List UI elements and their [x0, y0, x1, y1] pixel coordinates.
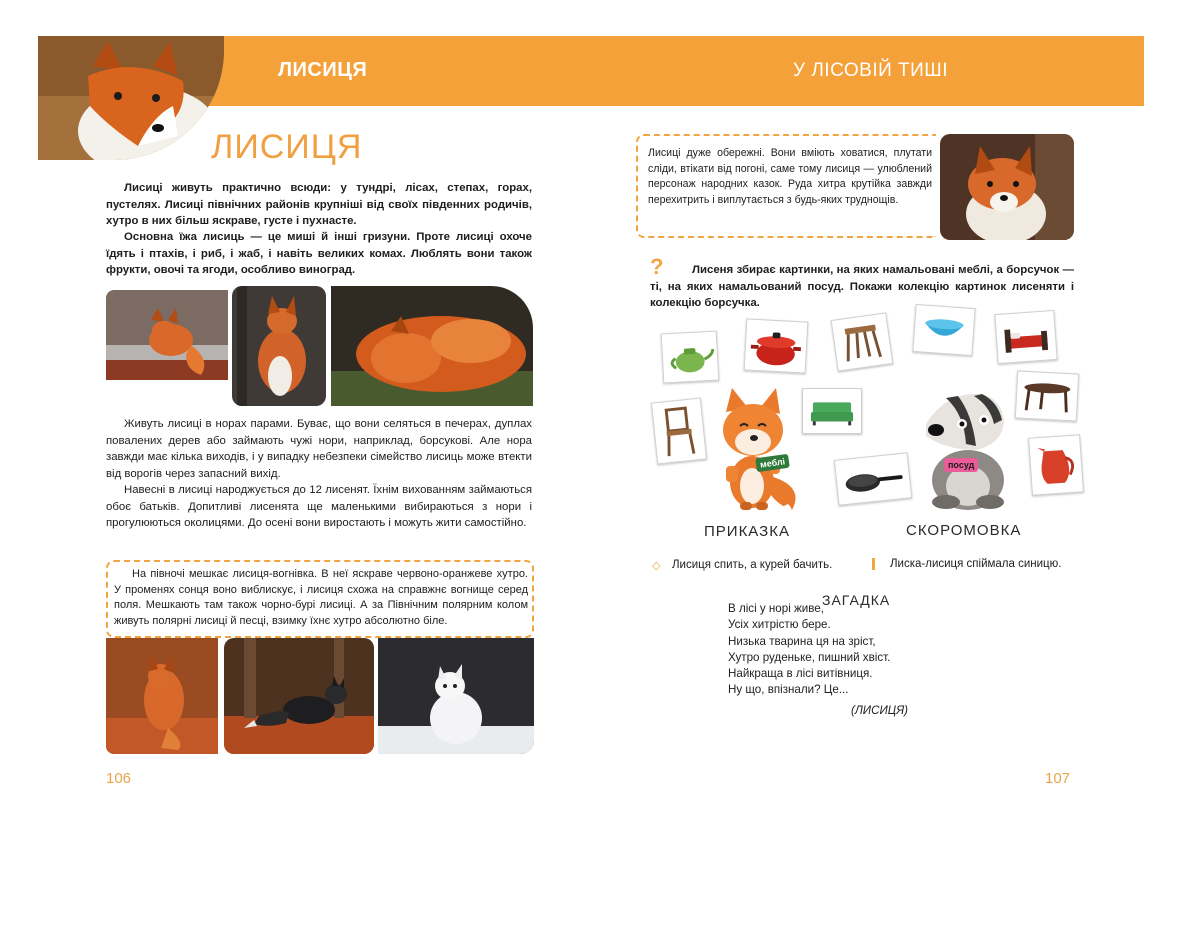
- blue-bowl-card[interactable]: [912, 304, 975, 356]
- body-paragraph-2: Навесні в лисиці народжується до 12 лисенят. Їхнім вихованням займаються обоє батьків. Допитливі лисенята ще маленькими вибираються з нори і прогулюються околицями. До осені вони виростають і можуть жити самостійно.: [106, 484, 532, 529]
- red-bed-icon: [995, 311, 1056, 363]
- fox-on-snow-photo: [106, 290, 228, 380]
- teapot-card[interactable]: [661, 331, 720, 384]
- intro-paragraph-1: Лисиці живуть практично всюди: у тундрі, лісах, степах, горах, пустелях. Лисиці північних районів крупніші від своїх південних родичів, хутро в них більш яскраве, густе і пухнасте.: [106, 182, 532, 227]
- riddle-line: Усіх хитрістю бере.: [728, 618, 831, 632]
- blue-bowl-icon: [913, 305, 974, 355]
- stool-icon: [832, 313, 892, 370]
- red-pot-icon: [745, 319, 808, 372]
- header-band: [178, 36, 1144, 106]
- arctic-fox-photo: [378, 638, 534, 754]
- riddle-title: ЗАГАДКА: [822, 592, 891, 608]
- left-page-number: 106: [106, 770, 132, 787]
- silver-fox-photo: [224, 638, 374, 754]
- intro-paragraph-2: Основна їжа лисиць — це миші й інші гризуни. Проте лисиці охоче їдять і птахів, і риб, і жаб, і навіть великих комах. Люблять вони також фрукти, овочі та ягоди, особливо виноград.: [106, 231, 532, 276]
- chair-icon: [652, 399, 706, 464]
- cartoon-fox: [710, 386, 802, 514]
- frying-pan-icon: [835, 453, 911, 504]
- riddle-poem: [728, 601, 890, 699]
- chair-card[interactable]: [651, 398, 707, 465]
- riddle-line: Ну що, впізнали? Це...: [728, 683, 849, 697]
- teapot-icon: [662, 332, 718, 383]
- fox-portrait-photo: [38, 36, 224, 160]
- tongue-twister-title: СКОРОМОВКА: [906, 522, 1022, 539]
- page-title: ЛИСИЦЯ: [211, 128, 363, 166]
- red-jug-icon: [1029, 435, 1083, 494]
- fox-closeup-photo: [940, 134, 1074, 240]
- badger-dishes-tag: посуд: [944, 458, 978, 472]
- fox-caution-text: Лисиці дуже обережні. Вони вміють ховатися, плутати сліди, втікати від погоні, саме тому лисиця — улюблений персонаж народних казок. Руда хитра крутійка завжди перехитрить і виплутається з будь-яких труднощів.: [648, 147, 932, 206]
- tongue-twister-text: Лиска-лисиця спіймала синицю.: [890, 558, 1062, 570]
- red-pot-card[interactable]: [744, 318, 809, 373]
- tongue-twister-bar-icon: [872, 558, 875, 570]
- green-sofa-card[interactable]: [802, 388, 862, 434]
- riddle-line: Низька тварина ця на зріст,: [728, 634, 876, 648]
- body-paragraph-1: Живуть лисиці в норах парами. Буває, що вони селяться в печерах, дуплах повалених дерев або займають чужі нори, наприклад, борсукові. Але нора завжди має кілька виходів, і у випадку небезпеки сімейство лисиць може втекти від ворогів через запасний вихід.: [106, 418, 532, 480]
- header-right-title: У ЛІСОВІЙ ТИШІ: [792, 60, 948, 81]
- fox-sitting-photo: [232, 286, 326, 406]
- proverb-title: ПРИКАЗКА: [704, 523, 790, 540]
- task-question-mark: ?: [650, 254, 664, 279]
- green-sofa-icon: [803, 389, 861, 433]
- sleeping-fox-photo: [331, 286, 533, 406]
- red-bed-card[interactable]: [994, 310, 1057, 364]
- fox-furniture-tag: меблі: [755, 454, 790, 472]
- arctic-fox-info-text: На півночі мешкає лисиця-вогнівка. В неї яскраве червоно-оранжеве хутро. У променях сонця воно виблискує, і лисиця схожа на справжнє вогнище серед поля. Мешкають там також чорно-бурі лисиці. А за Північним полярним колом живуть полярні лисиці й песці, взимку їхнє хутро абсолютно біле.: [114, 568, 528, 627]
- red-fox-photo: [106, 638, 218, 754]
- red-jug-card[interactable]: [1028, 434, 1084, 495]
- riddle-line: В лісі у норі живе,: [728, 602, 824, 615]
- cartoon-badger: [906, 384, 1026, 512]
- riddle-line: Найкраща в лісі витівниця.: [728, 667, 873, 681]
- book-spread: [38, 36, 1144, 806]
- proverb-diamond-icon: ◇: [652, 560, 661, 572]
- task-text: Лисеня збирає картинки, на яких намальовані меблі, а борсучок — ті, на яких намальований посуд. Покажи колекцію картинок лисеняти і колекцію борсучка.: [650, 264, 1074, 309]
- frying-pan-card[interactable]: [834, 452, 912, 505]
- stool-card[interactable]: [831, 312, 894, 371]
- proverb-text: Лисиця спить, а курей бачить.: [672, 559, 833, 571]
- header-left-title: ЛИСИЦЯ: [278, 59, 368, 81]
- right-page-number: 107: [1045, 770, 1071, 787]
- riddle-answer: (ЛИСИЦЯ): [851, 704, 908, 717]
- riddle-line: Хутро руденьке, пишний хвіст.: [728, 650, 891, 664]
